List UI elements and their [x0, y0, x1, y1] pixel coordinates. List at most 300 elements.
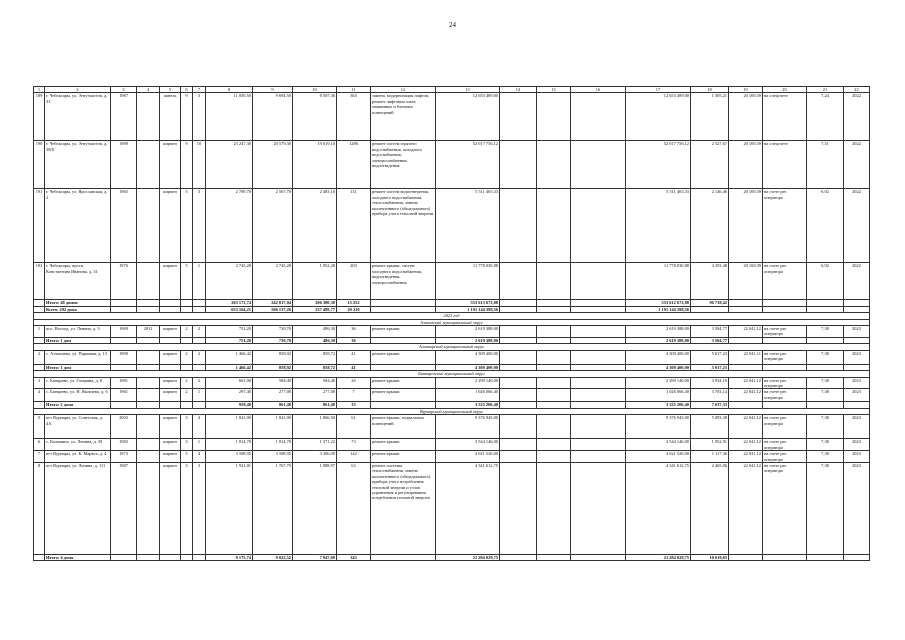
table-cell: 10 619,65 — [691, 554, 729, 560]
table-cell: 2 567,70 — [253, 189, 293, 263]
table-cell: ремонт крыши — [371, 451, 436, 463]
table-cell: 26 — [337, 377, 371, 389]
table-cell: 486,30 — [293, 338, 337, 344]
table-cell: 2023 — [844, 389, 870, 402]
table-cell — [137, 462, 160, 554]
table-cell: 3 — [181, 462, 193, 554]
table-cell: 9 — [181, 141, 193, 189]
table-cell — [500, 415, 537, 439]
table-cell — [571, 263, 626, 300]
table-cell — [500, 350, 537, 364]
table-cell: 15 252 — [337, 300, 371, 306]
table-cell: 1965 — [111, 189, 137, 263]
table-cell: кирпич — [160, 462, 181, 554]
table-cell: 1 026 066,40 — [626, 389, 691, 402]
table-cell: 1 117,36 — [691, 451, 729, 463]
table-cell: 363 — [337, 93, 371, 141]
table-cell: пгт Вурнары, ул. К. Маркса, д. 4 — [45, 451, 111, 463]
table-cell: 1 466,42 — [206, 350, 253, 364]
table-row — [34, 93, 870, 141]
table-row — [34, 350, 870, 364]
table-cell: 2 — [181, 377, 193, 389]
column-number-cell: 22 — [844, 87, 870, 93]
table-cell: 1987 — [111, 93, 137, 141]
table-cell — [537, 350, 571, 364]
table-cell: Итого: 4 дома — [45, 554, 111, 560]
table-cell: 22 041,12 — [729, 439, 763, 451]
table-cell: 2 — [181, 350, 193, 364]
table-cell: 277,08 — [293, 389, 337, 402]
table-cell: 206 380,30 — [293, 300, 337, 306]
table-cell: 277,08 — [253, 389, 293, 402]
table-cell: 29 210 — [337, 306, 371, 312]
column-number-cell: 5 — [160, 87, 181, 93]
table-cell: на счете рег. оператора — [763, 189, 807, 263]
table-cell: 4 341 612,75 — [436, 462, 500, 554]
table-cell — [500, 377, 537, 389]
column-number-cell: 8 — [206, 87, 253, 93]
section-title: Батыревский муниципальный округ — [34, 371, 870, 377]
table-cell: 22 041,11 — [729, 350, 763, 364]
table-cell: 861,48 — [293, 402, 337, 408]
table-cell: 3 703,14 — [691, 389, 729, 402]
column-number-cell: 6 — [181, 87, 193, 93]
table-cell: 11 778 030,88 — [436, 263, 500, 300]
table-cell: 5 — [34, 415, 45, 439]
table-cell: кирпич — [160, 451, 181, 463]
table-cell — [34, 554, 45, 560]
table-cell: 7,38 — [807, 451, 844, 463]
table-cell: ремонт систем горячего водоснабжения, холодного водоснабжения, электроснабжения, водоотведения — [371, 141, 436, 189]
table-cell — [537, 93, 571, 141]
table-cell: 958,40 — [206, 402, 253, 408]
table-cell — [537, 189, 571, 263]
table-cell — [537, 451, 571, 463]
table-cell: 858,92 — [253, 364, 293, 370]
table-cell — [137, 189, 160, 263]
table-cell: 858,92 — [253, 350, 293, 364]
table-cell: 584,40 — [293, 377, 337, 389]
table-cell — [571, 439, 626, 451]
table-cell: 52 017 756,12 — [436, 141, 500, 189]
table-cell: 4 309 400,00 — [626, 350, 691, 364]
table-cell: 1 921,01 — [206, 462, 253, 554]
table-cell: 7 947,69 — [293, 554, 337, 560]
table-cell — [537, 554, 571, 560]
table-cell: с. Алтышево, ул. Парковая, д. 13 — [45, 350, 111, 364]
table-row — [34, 439, 870, 451]
table-cell: 1 — [193, 389, 206, 402]
table-cell: 2 — [181, 389, 193, 402]
table-cell: 2023 — [844, 451, 870, 463]
table-cell: 1 191 144 398,56 — [436, 306, 500, 312]
table-cell: 20 169,39 — [729, 141, 763, 189]
table-cell: пос. Восход, ул. Ленина, д. 3 — [45, 326, 111, 338]
table-cell: ремонт крыши — [371, 389, 436, 402]
table-cell: 2 789,70 — [206, 189, 253, 263]
table-cell: 1 814,78 — [253, 439, 293, 451]
table-cell — [137, 415, 160, 439]
column-number-cell: 1 — [34, 87, 45, 93]
column-number-cell: 14 — [500, 87, 537, 93]
table-cell: 8 — [34, 462, 45, 554]
table-cell — [571, 389, 626, 402]
table-row — [34, 326, 870, 338]
table-cell: 3 — [193, 189, 206, 263]
table-cell: 343 — [337, 554, 371, 560]
table-cell — [807, 554, 844, 560]
table-cell: 2023 — [844, 462, 870, 554]
table-cell: 63 — [337, 462, 371, 554]
table-cell: 22 041,12 — [729, 415, 763, 439]
table-cell: 3 544 146,00 — [436, 439, 500, 451]
table-cell: 3 325 206,40 — [436, 402, 500, 408]
table-cell: 22 041,12 — [729, 326, 763, 338]
table-cell: кирпич — [160, 439, 181, 451]
table-cell — [500, 554, 537, 560]
table-cell: 3 — [34, 377, 45, 389]
table-cell — [500, 93, 537, 141]
table-cell: 189 — [34, 93, 45, 141]
table-cell — [137, 554, 160, 560]
table-cell: 1286 — [337, 141, 371, 189]
column-number-cell: 18 — [691, 87, 729, 93]
table-cell: 2 — [193, 377, 206, 389]
table-cell: 5 093,38 — [691, 415, 729, 439]
table-cell: 52 017 756,12 — [626, 141, 691, 189]
table-cell: ремонт крыши — [371, 350, 436, 364]
table-cell: 36 — [337, 338, 371, 344]
table-cell: 20 169,39 — [729, 189, 763, 263]
section-title: 2023 год — [34, 313, 870, 319]
table-cell: 20 579,30 — [253, 141, 293, 189]
table-cell: с. Батырево, ул. Н. Яковлева, д. 6 — [45, 389, 111, 402]
table-cell — [500, 141, 537, 189]
table-cell: 142 — [337, 451, 371, 463]
table-cell: 7 637,33 — [691, 402, 729, 408]
table-cell: замена, модернизация лифтов, ремонт лифтовых шахт, машинных и блочных помещений — [371, 93, 436, 141]
table-cell: 3 — [193, 462, 206, 554]
table-cell: 5 017,23 — [691, 350, 729, 364]
table-cell: 263 173,74 — [206, 300, 253, 306]
table-cell — [571, 93, 626, 141]
table-cell: 3 — [181, 439, 193, 451]
table-cell: 3 584,77 — [691, 326, 729, 338]
table-cell — [571, 350, 626, 364]
table-cell: ремонт крыши — [371, 439, 436, 451]
table-cell: 131 — [337, 189, 371, 263]
page-number: 24 — [449, 21, 456, 29]
table-cell: 5 — [181, 263, 193, 300]
table-cell: г. Чебоксары, ул. Энтузиастов, д. 38/8 — [45, 141, 111, 189]
table-cell: 20 169,39 — [729, 93, 763, 141]
table-cell: 586 137,26 — [253, 306, 293, 312]
table-cell: 2 619 388,00 — [436, 326, 500, 338]
table-row — [34, 389, 870, 402]
table-cell: на спецсчете — [763, 93, 807, 141]
table-cell: 3 306,00 — [293, 451, 337, 463]
table-cell: 9 022,52 — [253, 554, 293, 560]
table-cell: 61 — [337, 415, 371, 439]
table-cell: 2023 — [844, 326, 870, 338]
table-cell: 22 041,12 — [729, 389, 763, 402]
table-cell: 4 — [34, 389, 45, 402]
table-cell: панель — [160, 93, 181, 141]
table-cell: ремонт систем водоотведения, холодного водоснабжения, теплоснабжения, замена коллективного (общедомового) прибора учета тепловой энергии — [371, 189, 436, 263]
table-cell — [137, 141, 160, 189]
table-cell: 553 613 673,88 — [436, 300, 500, 306]
table-cell: 8 507,36 — [293, 93, 337, 141]
table-row — [34, 263, 870, 300]
table-row — [34, 415, 870, 439]
table-cell: 5 — [181, 451, 193, 463]
table-cell: 4 293,48 — [691, 263, 729, 300]
table-cell: 36 — [337, 326, 371, 338]
table-cell: 41 — [337, 364, 371, 370]
table-cell: 3 934,19 — [691, 377, 729, 389]
table-cell: ремонт крыши, систем холодного водоснабжения, водоотведения, электроснабжения — [371, 263, 436, 300]
table-cell: 4 309 400,00 — [626, 364, 691, 370]
table-cell: 537 489,77 — [293, 306, 337, 312]
table-cell — [571, 462, 626, 554]
table-cell: 41 — [337, 350, 371, 364]
table-cell — [137, 350, 160, 364]
table-cell: ремонт системы теплоснабжения, замена коллективного (общедомового) прибора учета потребления тепловой энергии и узлов управления и регулирования потребления тепловой энергии — [371, 462, 436, 554]
table-cell: на счете рег. оператора — [763, 326, 807, 338]
table-cell: 7 — [34, 451, 45, 463]
table-cell: 9 — [181, 93, 193, 141]
table-cell: 5 511 465,33 — [436, 189, 500, 263]
table-cell — [500, 451, 537, 463]
table-cell: 730,70 — [253, 326, 293, 338]
table-cell: 1 952,91 — [691, 439, 729, 451]
table-cell: 2 465,06 — [691, 462, 729, 554]
table-cell: на счете рег. оператора — [763, 415, 807, 439]
table-cell: кирпич — [160, 377, 181, 389]
table-cell: 1 952,28 — [293, 263, 337, 300]
table-cell: кирпич — [160, 326, 181, 338]
table-cell: 22 041,12 — [729, 377, 763, 389]
table-cell: 1989 — [111, 141, 137, 189]
table-cell: 2 299 140,00 — [436, 377, 500, 389]
table-cell: кирпич — [160, 389, 181, 402]
table-cell — [137, 93, 160, 141]
table-row — [34, 451, 870, 463]
table-cell: 553 612 673,88 — [626, 300, 691, 306]
table-cell: на счете рег. оператора — [763, 389, 807, 402]
table-cell: ремонт крыши — [371, 326, 436, 338]
table-cell: 2 743,28 — [253, 263, 293, 300]
table-cell: 7,38 — [807, 439, 844, 451]
table-cell: 2 619 388,00 — [436, 338, 500, 344]
table-cell: 661,00 — [206, 377, 253, 389]
table-cell: 7,38 — [807, 415, 844, 439]
table-cell: 1973 — [111, 451, 137, 463]
section-title: Вурнарский муниципальный округ — [34, 408, 870, 414]
table-cell: кирпич — [160, 189, 181, 263]
table-cell: 3 544 146,00 — [626, 439, 691, 451]
table-cell: 861,48 — [253, 402, 293, 408]
table-cell — [571, 189, 626, 263]
table-cell: 7,38 — [807, 326, 844, 338]
section-title: Аликовский муниципальный округ — [34, 319, 870, 325]
table-cell: 1 841,00 — [253, 415, 293, 439]
table-cell: 2 — [34, 350, 45, 364]
table-cell: кирпич — [160, 350, 181, 364]
table-cell: на счете рег. оператора — [763, 439, 807, 451]
table-cell: 2023 — [844, 439, 870, 451]
column-number-cell: 19 — [729, 87, 763, 93]
table-cell: 2 — [193, 350, 206, 364]
table-cell — [571, 554, 626, 560]
table-cell — [111, 554, 137, 560]
table-cell: 1 191 144 398,56 — [626, 306, 691, 312]
column-number-cell: 3 — [111, 87, 137, 93]
table-cell: 9 376 945,00 — [626, 415, 691, 439]
table-cell: ремонт крыши, подвальных помещений — [371, 415, 436, 439]
table-cell: ремонт крыши — [371, 377, 436, 389]
table-cell: 3 598,95 — [206, 451, 253, 463]
table-cell: на счете рег. оператора — [763, 462, 807, 554]
table-row — [34, 462, 870, 554]
table-cell — [500, 189, 537, 263]
column-number-cell: 16 — [571, 87, 626, 93]
column-number-cell: 12 — [371, 87, 436, 93]
table-cell: 190 — [34, 141, 45, 189]
table-cell: 730,70 — [253, 338, 293, 344]
table-cell — [500, 389, 537, 402]
table-cell — [537, 377, 571, 389]
table-cell: 203 — [337, 263, 371, 300]
table-cell: 751,20 — [206, 326, 253, 338]
table-cell: 1 305,21 — [691, 93, 729, 141]
table-cell: 7,24 — [807, 93, 844, 141]
table-cell: 4 — [193, 415, 206, 439]
table-cell: 1990 — [111, 350, 137, 364]
table-cell: 2 527,67 — [691, 141, 729, 189]
table-cell: 2 146,46 — [691, 189, 729, 263]
table-cell — [537, 439, 571, 451]
section-title: Алатырский муниципальный округ — [34, 344, 870, 350]
table-cell: 3 584,77 — [691, 338, 729, 344]
table-cell — [371, 554, 436, 560]
table-cell: на счете рег. оператора — [763, 350, 807, 364]
table-cell — [571, 415, 626, 439]
table-cell: 1 841,00 — [206, 415, 253, 439]
table-cell — [500, 462, 537, 554]
table-cell: 6,92 — [807, 263, 844, 300]
table-cell: на счете рег. оператора — [763, 377, 807, 389]
table-cell: на счете рег. оператора — [763, 451, 807, 463]
table-cell — [537, 462, 571, 554]
table-cell: 751,20 — [206, 338, 253, 344]
table-cell — [571, 141, 626, 189]
column-number-cell: 10 — [293, 87, 337, 93]
table-cell: 1982 — [111, 439, 137, 451]
table-cell: 2011 — [137, 326, 160, 338]
table-cell: 2 299 140,00 — [626, 377, 691, 389]
table-cell: 858,72 — [293, 364, 337, 370]
table-cell: Всего: 292 дома — [45, 306, 111, 312]
table-cell: 2023 — [844, 377, 870, 389]
table-cell — [137, 377, 160, 389]
column-number-cell: 17 — [626, 87, 691, 93]
table-cell: 6,92 — [807, 189, 844, 263]
table-cell: 19 619,10 — [293, 141, 337, 189]
table-cell — [537, 263, 571, 300]
table-cell: 4 309 400,00 — [436, 350, 500, 364]
table-cell: кирпич — [160, 263, 181, 300]
table-cell: 3 325 206,40 — [626, 402, 691, 408]
table-cell: 21 284 029,75 — [626, 554, 691, 560]
table-cell: 2 — [193, 326, 206, 338]
table-cell: 10 — [193, 141, 206, 189]
table-cell: 9 694,50 — [253, 93, 293, 141]
table-cell: 11 778 030,88 — [626, 263, 691, 300]
table-cell: 1 026 066,40 — [436, 389, 500, 402]
table-cell: пгт Вурнары, ул. Ленина, д. 111 — [45, 462, 111, 554]
table-cell — [137, 389, 160, 402]
table-cell: 5 017,23 — [691, 364, 729, 370]
table-cell: с. Батырево, ул. Гагарина, д. 8 — [45, 377, 111, 389]
table-cell: 2022 — [844, 263, 870, 300]
table-cell: на спецсчете — [763, 141, 807, 189]
table-cell: 1 — [34, 326, 45, 338]
table-cell: 1 866,50 — [293, 415, 337, 439]
column-number-cell: 21 — [807, 87, 844, 93]
table-cell: 584,40 — [253, 377, 293, 389]
table-cell: 7 — [337, 389, 371, 402]
table-cell: Итого: 48 домов — [45, 300, 111, 306]
table-cell: 858,72 — [293, 350, 337, 364]
table-row — [34, 189, 870, 263]
table-cell: 1961 — [111, 389, 137, 402]
table-cell: 4 341 612,75 — [626, 462, 691, 554]
table-cell: 7,38 — [807, 462, 844, 554]
column-number-cell: 15 — [537, 87, 571, 93]
column-number-cell: 7 — [193, 87, 206, 93]
table-cell: Итого: 1 дом — [45, 338, 111, 344]
table-cell: 21 284 029,75 — [436, 554, 500, 560]
table-cell — [137, 263, 160, 300]
column-number-cell: 11 — [337, 87, 371, 93]
table-cell: 7,38 — [807, 350, 844, 364]
table-cell: 3 — [193, 93, 206, 141]
table-cell: с. Калинино, ул. Ленина, д. 39 — [45, 439, 111, 451]
table-cell: 3 598,95 — [253, 451, 293, 463]
table-cell — [537, 326, 571, 338]
table-cell: 96 738,42 — [691, 300, 729, 306]
table-cell: 73 — [337, 439, 371, 451]
table-cell: 12 653 489,00 — [626, 93, 691, 141]
table-cell: 4 309 400,00 — [436, 364, 500, 370]
table-cell — [137, 439, 160, 451]
table-cell: 4 — [193, 451, 206, 463]
table-cell: 297,40 — [206, 389, 253, 402]
table-cell: г. Чебоксары, ул. Энтузиастов, д. 33 — [45, 93, 111, 141]
table-cell: 33 — [337, 402, 371, 408]
column-number-cell: 20 — [763, 87, 807, 93]
table-cell: 2022 — [844, 189, 870, 263]
column-number-cell: 13 — [436, 87, 500, 93]
table-cell: 1 371,22 — [293, 439, 337, 451]
table-cell: 7,38 — [807, 377, 844, 389]
table-cell — [571, 326, 626, 338]
table-cell: 486,30 — [293, 326, 337, 338]
table-cell: 7,38 — [807, 389, 844, 402]
table-cell — [160, 554, 181, 560]
table-row — [34, 141, 870, 189]
